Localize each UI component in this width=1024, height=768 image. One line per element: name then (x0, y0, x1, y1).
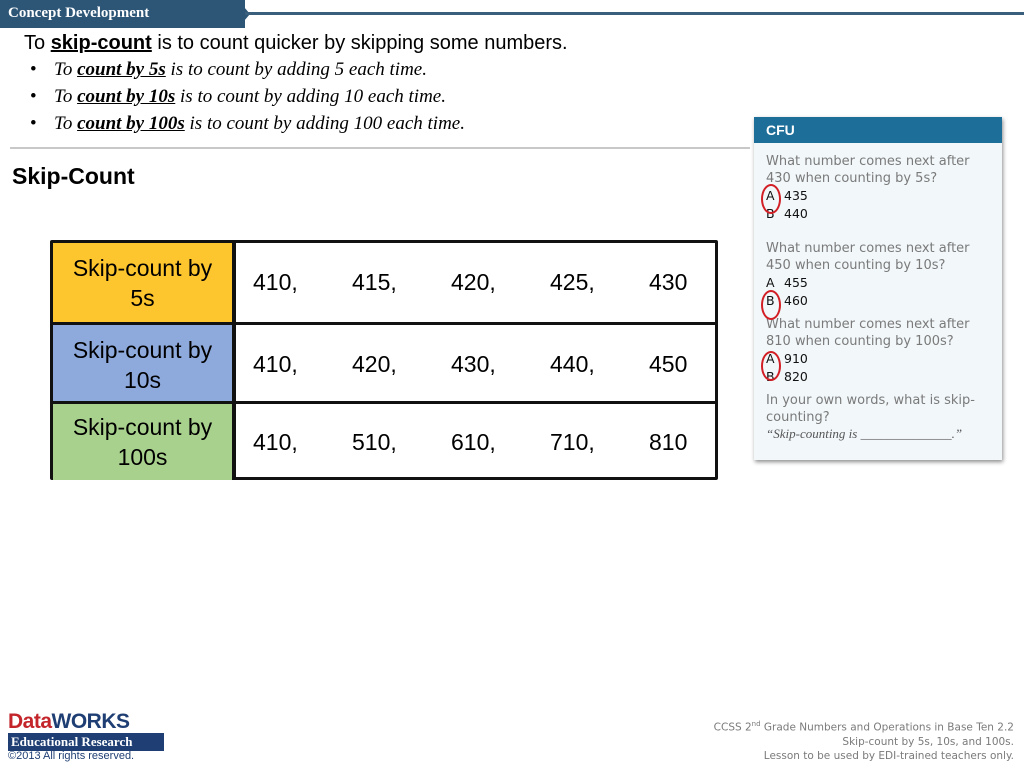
section-banner (0, 0, 245, 28)
definition-term: skip-count (50, 32, 152, 54)
value-cell: 420, (451, 269, 496, 295)
cfu-option-a (766, 350, 998, 368)
value-cell: 410, (253, 269, 298, 295)
cfu-option-b (766, 205, 998, 223)
table-row (53, 243, 715, 322)
logo-wordmark (8, 712, 164, 732)
bullet-term: count by 100s (77, 113, 185, 134)
option-value: 460 (784, 293, 808, 308)
option-letter: B (766, 206, 775, 221)
cfu-title: CFU (754, 117, 1002, 143)
cfu-option-a (766, 187, 998, 205)
value-cell: 430 (649, 269, 688, 295)
copyright: ©2013 All rights reserved. (8, 750, 135, 762)
bullet-prefix: To (54, 86, 78, 107)
value-cell: 810 (649, 428, 688, 455)
value-cell: 710, (550, 428, 595, 455)
value-cell: 415, (352, 269, 397, 295)
value-cell: 425, (550, 269, 595, 295)
bullet-dot: • (30, 86, 37, 107)
bullet-term: count by 10s (77, 86, 176, 107)
cfu-panel (754, 117, 1002, 460)
footnote-line-1 (714, 717, 1014, 735)
value-cell: 450 (649, 351, 688, 377)
footnote-line-3: Lesson to be used by EDI-trained teachers only. (763, 749, 1014, 762)
value-cell: 510, (352, 428, 397, 455)
cfu-question-2: What number comes next after 450 when counting by 10s? (766, 241, 970, 273)
standards-footnote (714, 717, 1014, 763)
value-cell: 410, (253, 351, 298, 377)
option-value: 820 (784, 369, 808, 384)
cfu-option-b (766, 368, 998, 386)
row-label-10s: Skip-count by 10s (53, 325, 236, 404)
logo-data-text: Data (8, 710, 52, 733)
section-divider (10, 147, 750, 149)
ccss-rest: Grade Numbers and Operations in Base Ten 2.2 (760, 721, 1014, 734)
value-cell: 420, (352, 351, 397, 377)
answer-circle (761, 351, 781, 381)
option-letter: B (766, 369, 775, 384)
option-value: 440 (784, 206, 808, 221)
section-title: Skip-Count (12, 163, 135, 189)
cfu-sentence-frame: “Skip-counting is ______________.” (766, 426, 963, 441)
value-cell: 610, (451, 428, 496, 455)
bullet-suffix: is to count by adding 5 each time. (165, 59, 427, 80)
definition-suffix: is to count quicker by skipping some numbers. (151, 32, 568, 54)
bullet-dot: • (30, 113, 37, 134)
value-cell: 410, (253, 428, 298, 455)
value-cell: 440, (550, 351, 595, 377)
bullet-prefix: To (54, 113, 78, 134)
option-value: 455 (784, 275, 808, 290)
row-values (253, 404, 748, 480)
bullet-term: count by 5s (77, 59, 166, 80)
bullet-prefix: To (54, 59, 78, 80)
answer-circle (761, 290, 781, 320)
header-rule (245, 12, 1024, 15)
ccss-prefix: CCSS 2 (713, 721, 752, 734)
option-letter: A (766, 351, 775, 366)
logo-subtitle: Educational Research (8, 733, 164, 751)
option-value: 910 (784, 351, 808, 366)
answer-circle (761, 184, 781, 214)
cfu-questions (766, 153, 998, 442)
cfu-question-4: In your own words, what is skip-counting? (766, 393, 975, 425)
cfu-question-3: What number comes next after 810 when counting by 100s? (766, 317, 970, 349)
definition-bullets (30, 58, 465, 139)
bullet-item (30, 112, 465, 139)
row-values (253, 325, 748, 404)
bullet-dot: • (30, 59, 37, 80)
option-letter: A (766, 275, 775, 290)
option-value: 435 (784, 188, 808, 203)
option-letter: A (766, 188, 775, 203)
banner-title: Concept Development (8, 5, 150, 21)
cfu-option-b (766, 292, 998, 310)
bullet-suffix: is to count by adding 100 each time. (184, 113, 465, 134)
footnote-line-2: Skip-count by 5s, 10s, and 100s. (842, 735, 1014, 748)
table-row (53, 322, 715, 404)
cfu-option-a (766, 274, 998, 292)
row-label-100s: Skip-count by 100s (53, 404, 236, 480)
skip-count-table (50, 240, 718, 480)
bullet-item (30, 58, 465, 85)
row-label-5s: Skip-count by 5s (53, 243, 236, 322)
ccss-sup: nd (751, 720, 761, 728)
option-letter: B (766, 293, 775, 308)
definition (24, 32, 568, 55)
cfu-question-1: What number comes next after 430 when counting by 5s? (766, 154, 970, 186)
value-cell: 430, (451, 351, 496, 377)
row-values (253, 243, 748, 322)
bullet-item (30, 85, 465, 112)
bullet-suffix: is to count by adding 10 each time. (175, 86, 446, 107)
table-row (53, 401, 715, 480)
dataworks-logo (8, 712, 164, 751)
logo-works-text: WORKS (51, 710, 130, 733)
definition-prefix: To (24, 32, 51, 54)
